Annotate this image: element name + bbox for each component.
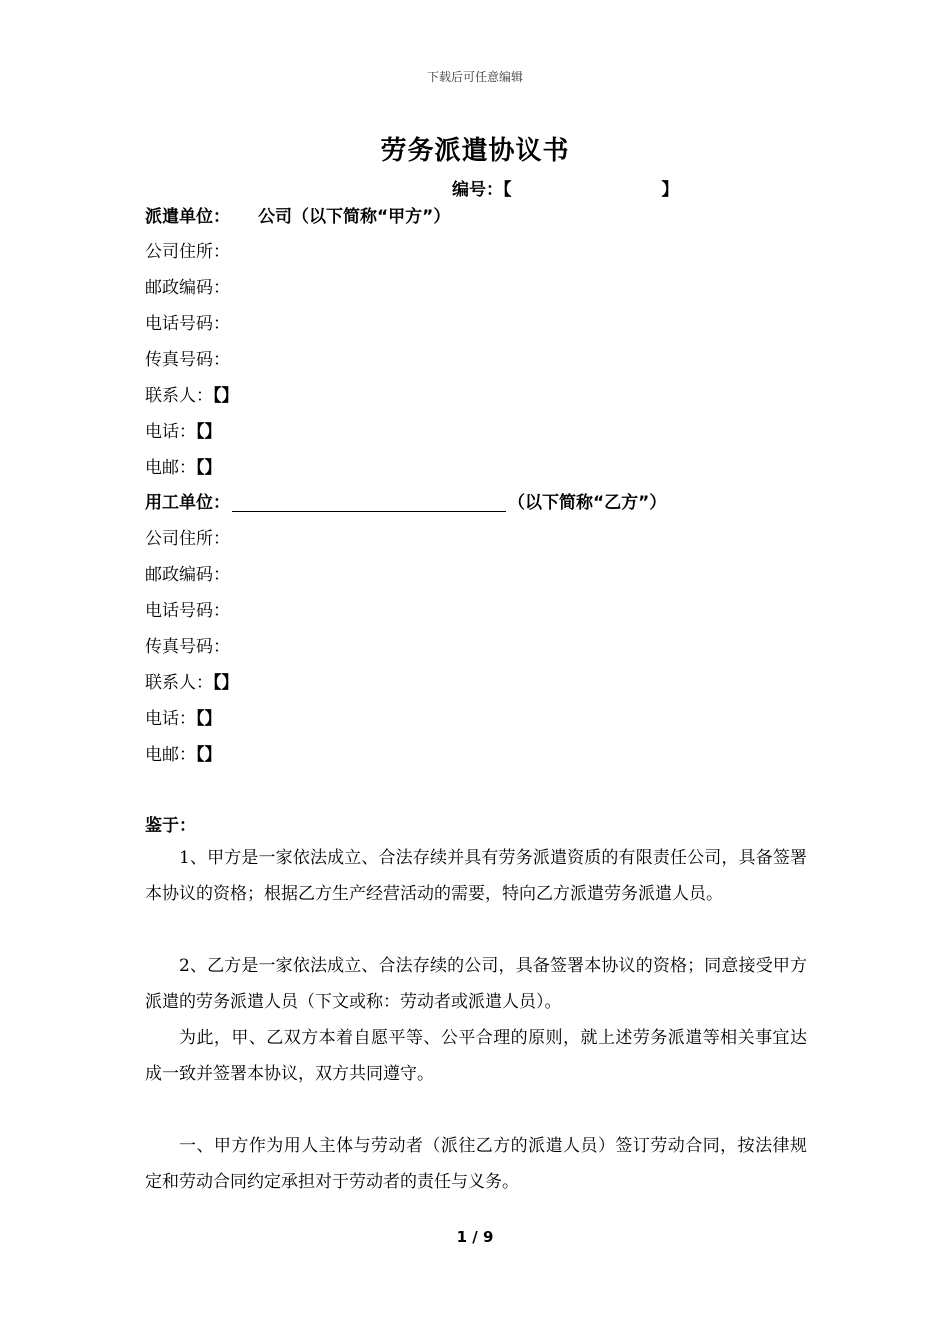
party-b-tel-value: 【】: [196, 709, 222, 729]
serial-number: [452, 175, 679, 200]
agreement-paragraph: 为此，甲、乙双方本着自愿平等、公平合理的原则，就上述劳务派遣等相关事宜达成一致并签署本协议，双方共同遵守。: [145, 1028, 807, 1084]
party-b-tel-label: 电话：: [145, 709, 196, 729]
party-a-postcode: 邮政编码：: [145, 278, 230, 298]
party-b-postcode: 邮政编码：: [145, 565, 230, 585]
serial-close-bracket: 】: [661, 180, 679, 200]
party-a-tel-label: 电话：: [145, 422, 196, 442]
party-b-heading: [145, 488, 666, 513]
party-b-address: 公司住所：: [145, 529, 230, 549]
party-b-label: 用工单位：: [145, 493, 230, 513]
party-a-email-label: 电邮：: [145, 458, 196, 478]
party-b-tel: [145, 704, 222, 729]
clause-1-paragraph: 一、甲方作为用人主体与劳动者（派往乙方的派遣人员）签订劳动合同，按法律规定和劳动合同约定承担对于劳动者的责任与义务。: [145, 1136, 807, 1192]
party-a-contact-value: 【】: [213, 386, 239, 406]
whereas-paragraph-2: 2、乙方是一家依法成立、合法存续的公司，具备签署本协议的资格；同意接受甲方派遣的劳务派遣人员（下文或称：劳动者或派遣人员）。: [145, 956, 807, 1012]
party-a-email-value: 【】: [196, 458, 222, 478]
party-b-contact-value: 【】: [213, 673, 239, 693]
party-a-heading: [145, 202, 450, 227]
party-b-fax-number: 传真号码：: [145, 637, 230, 657]
party-a-contact: [145, 381, 239, 406]
party-a-fax-number: 传真号码：: [145, 350, 230, 370]
party-a-tel: [145, 417, 222, 442]
party-a-address: 公司住所：: [145, 242, 230, 262]
document-title: 劳务派遣协议书: [380, 136, 570, 166]
party-b-email-value: 【】: [196, 745, 222, 765]
party-b-contact-label: 联系人：: [145, 673, 213, 693]
party-b-contact: [145, 668, 239, 693]
party-b-phone-number: 电话号码：: [145, 601, 230, 621]
party-b-name-blank: [232, 493, 506, 512]
party-b-email-label: 电邮：: [145, 745, 196, 765]
serial-label: 编号：: [452, 180, 503, 200]
page-number: 1 / 9: [456, 1228, 494, 1246]
party-b-name: （以下简称“乙方”）: [508, 493, 667, 513]
party-a-email: [145, 453, 222, 478]
party-a-label: 派遣单位：: [145, 207, 230, 227]
party-a-tel-value: 【】: [196, 422, 222, 442]
party-b-email: [145, 740, 222, 765]
whereas-heading: 鉴于：: [145, 816, 196, 836]
party-a-contact-label: 联系人：: [145, 386, 213, 406]
serial-open-bracket: 【: [503, 180, 512, 200]
whereas-paragraph-1: 1、甲方是一家依法成立、合法存续并具有劳务派遣资质的有限责任公司，具备签署本协议的资格；根据乙方生产经营活动的需要，特向乙方派遣劳务派遣人员。: [145, 848, 807, 904]
party-a-name: 公司（以下简称“甲方”）: [258, 207, 451, 227]
party-a-phone-number: 电话号码：: [145, 314, 230, 334]
header-note: 下载后可任意编辑: [426, 70, 523, 84]
